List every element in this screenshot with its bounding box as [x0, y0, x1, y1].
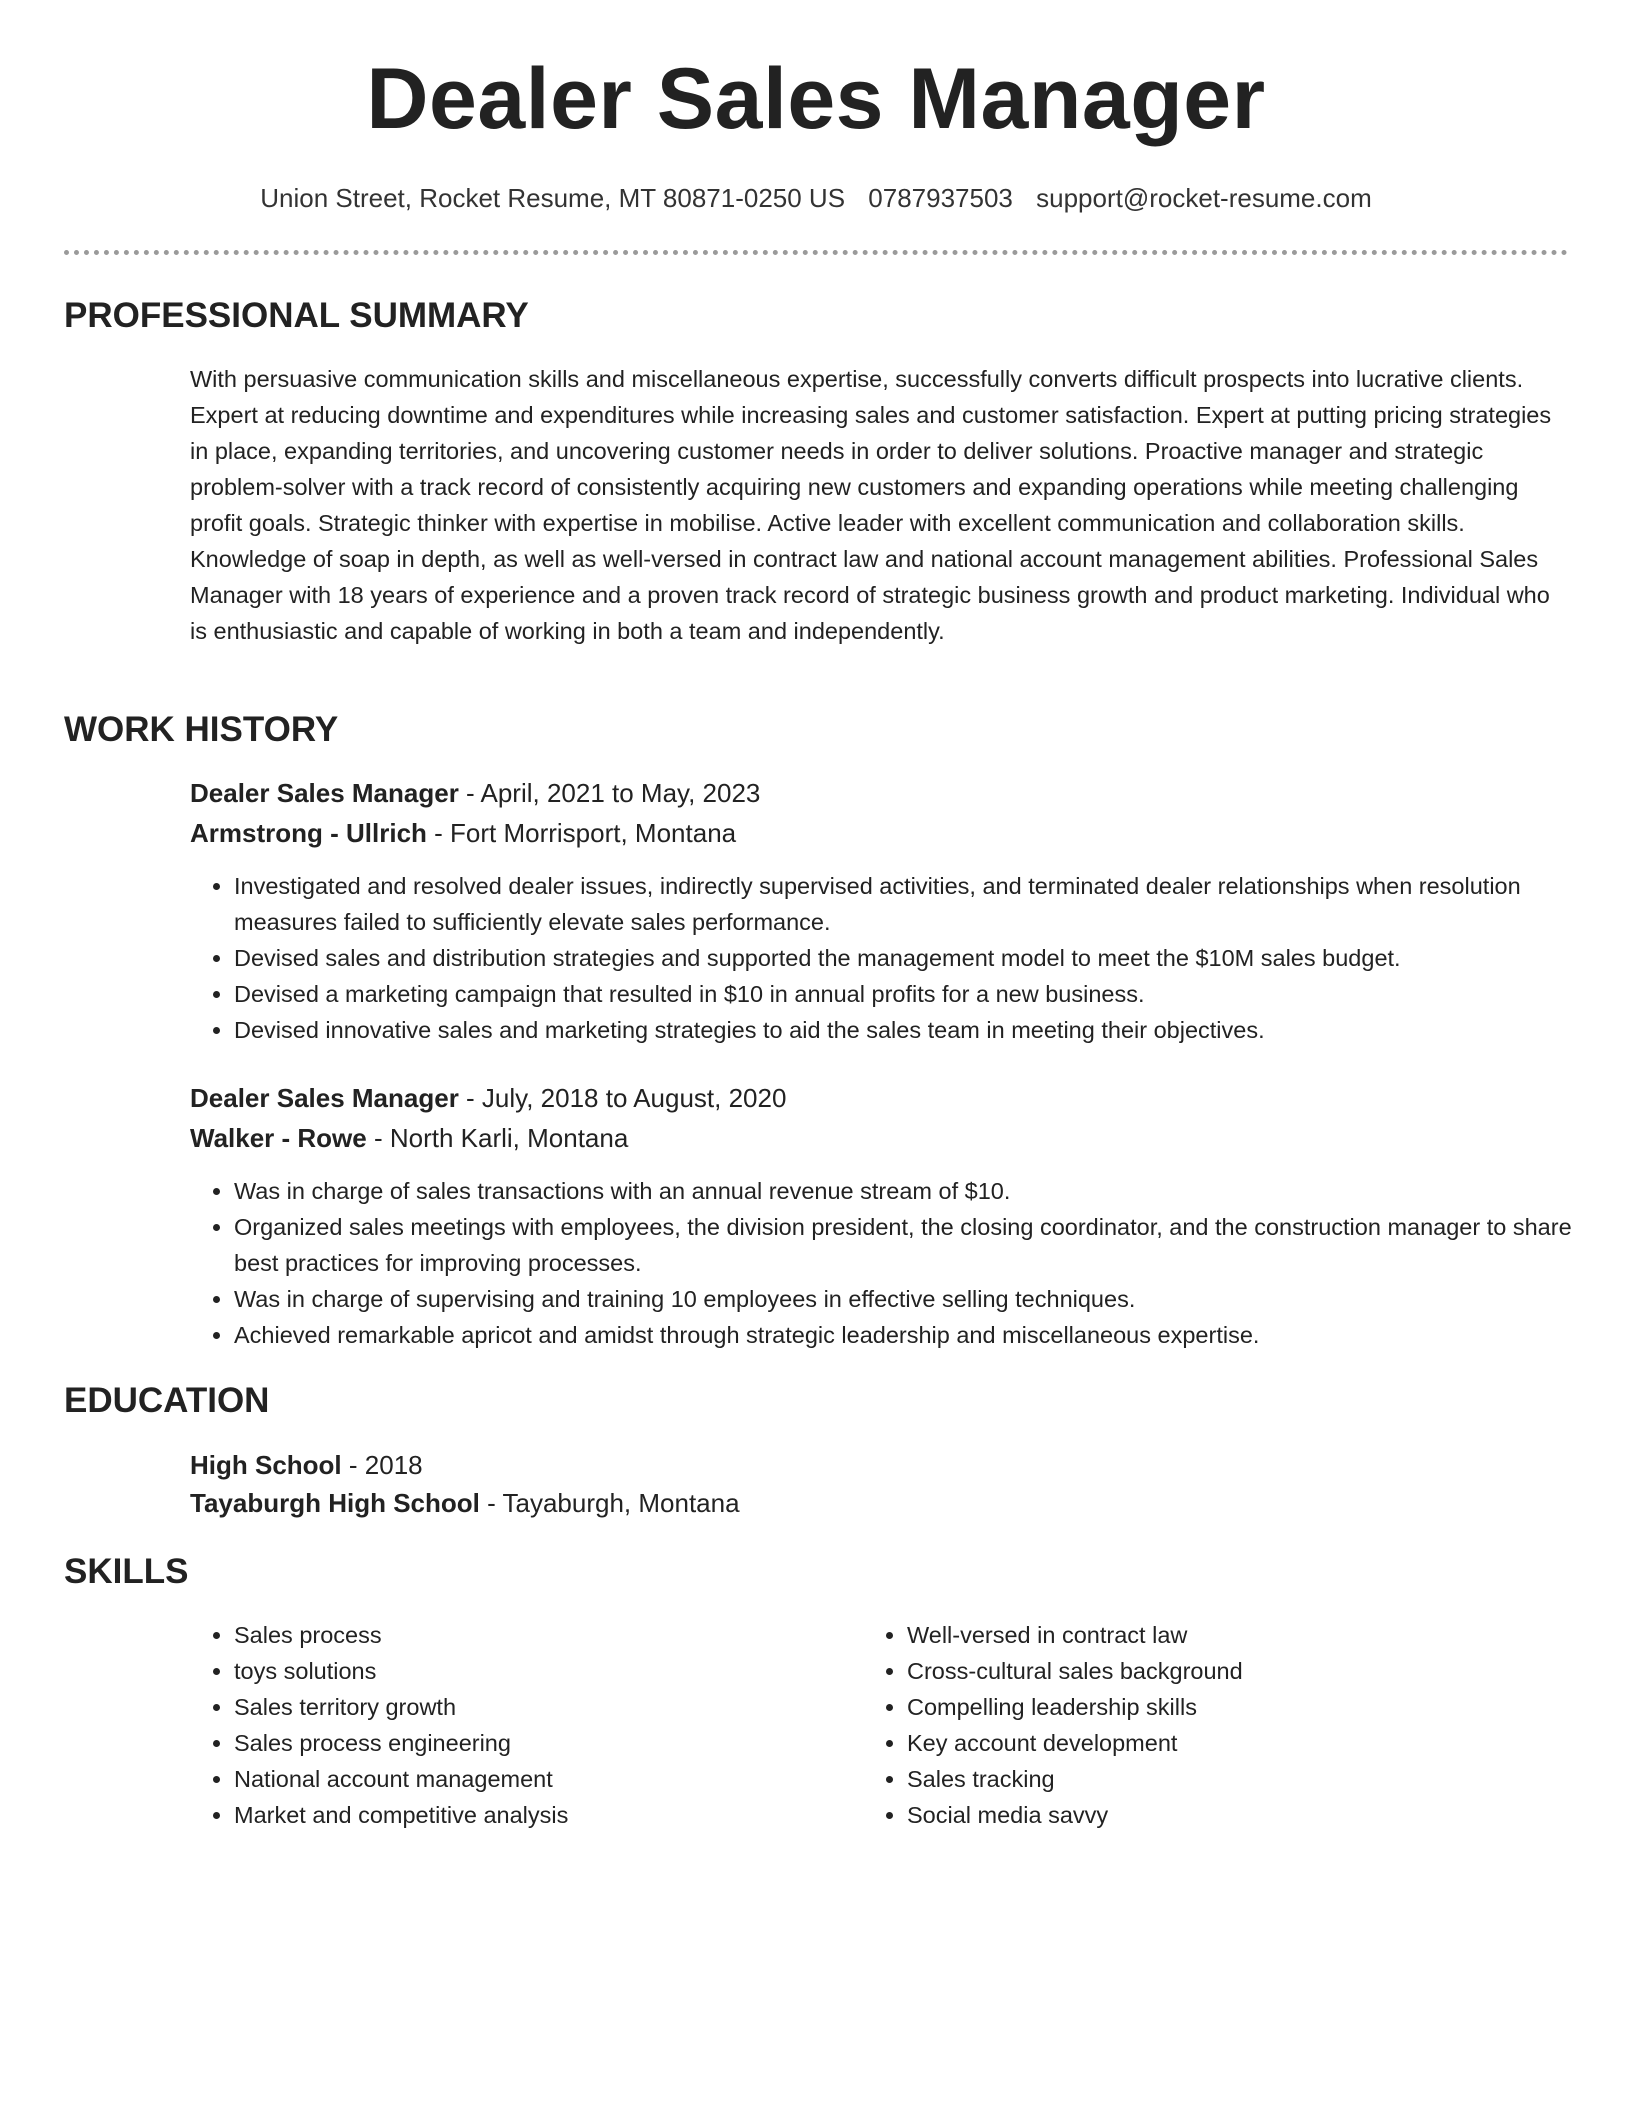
- job-2-location: - North Karli, Montana: [366, 1123, 629, 1153]
- list-item: • Cross-cultural sales background: [907, 1653, 1527, 1689]
- list-item: • Devised a marketing campaign that resulted in $10 in annual profits for a new business.: [234, 976, 1614, 1012]
- resume-name: Dealer Sales Manager: [366, 51, 1266, 147]
- contact-email: support@rocket-resume.com: [1036, 183, 1372, 213]
- education-location: - Tayaburgh, Montana: [479, 1488, 740, 1518]
- list-item: • Sales process engineering: [234, 1725, 854, 1761]
- education-year: - 2018: [341, 1450, 423, 1480]
- contact-address: Union Street, Rocket Resume, MT 80871-0250 US: [260, 183, 846, 213]
- skills-list-right: [863, 1617, 1527, 1833]
- list-item: • Sales tracking: [907, 1761, 1527, 1797]
- job-2-dates: - July, 2018 to August, 2020: [458, 1083, 787, 1113]
- job-2-title-line: [190, 1083, 786, 1114]
- education-school: Tayaburgh High School: [190, 1488, 480, 1518]
- list-item: • Was in charge of supervising and training 10 employees in effective selling techniques.: [234, 1281, 1614, 1317]
- list-item: • Devised innovative sales and marketing strategies to aid the sales team in meeting their objectives.: [234, 1012, 1614, 1048]
- list-item: • Market and competitive analysis: [234, 1797, 854, 1833]
- list-item: • Devised sales and distribution strategies and supported the management model to meet the $10M sales budget.: [234, 940, 1614, 976]
- job-1-role: Dealer Sales Manager: [190, 778, 459, 808]
- list-item: • Key account development: [907, 1725, 1527, 1761]
- job-2-company-line: [190, 1123, 628, 1154]
- job-2-bullets: [190, 1173, 1614, 1353]
- list-item: • Compelling leadership skills: [907, 1689, 1527, 1725]
- list-item: • National account management: [234, 1761, 854, 1797]
- education-school-line: [190, 1488, 740, 1519]
- job-1-title-line: [190, 778, 760, 809]
- job-2-company: Walker - Rowe: [190, 1123, 367, 1153]
- skills-list-left: [190, 1617, 854, 1833]
- education-degree-line: [190, 1450, 423, 1481]
- list-item: • Investigated and resolved dealer issues, indirectly supervised activities, and terminated dealer relationships when resolution measures failed to sufficiently elevate sales performance.: [234, 868, 1614, 940]
- list-item: • Social media savvy: [907, 1797, 1527, 1833]
- summary-text: With persuasive communication skills and miscellaneous expertise, successfully converts difficult prospects into lucrative clients. Expert at reducing downtime and expenditures while increasing sales and customer satisfaction. Expert at putting pricing strategies in place, expanding territories, and uncovering customer needs in order to deliver solutions. Proactive manager and strategic problem-solver with a track record of consistently acquiring new customers and expanding operations while meeting challenging profit goals. Strategic thinker with expertise in mobilise. Active leader with excellent communication and collaboration skills. Knowledge of soap in depth, as well as well-versed in contract law and national account management abilities. Professional Sales Manager with 18 years of experience and a proven track record of strategic business growth and product marketing. Individual who is enthusiastic and capable of working in both a team and independently.: [190, 366, 1552, 644]
- job-2-role: Dealer Sales Manager: [190, 1083, 459, 1113]
- education-degree: High School: [190, 1450, 342, 1480]
- education-heading: EDUCATION: [64, 1381, 270, 1420]
- job-1-company-line: [190, 818, 736, 849]
- contact-phone: 0787937503: [868, 183, 1013, 213]
- summary-heading: PROFESSIONAL SUMMARY: [64, 296, 529, 335]
- header-divider: [64, 250, 1568, 255]
- job-1-location: - Fort Morrisport, Montana: [426, 818, 737, 848]
- list-item: • Well-versed in contract law: [907, 1617, 1527, 1653]
- list-item: • Sales process: [234, 1617, 854, 1653]
- list-item: • Sales territory growth: [234, 1689, 854, 1725]
- job-1-bullets: [190, 868, 1614, 1048]
- list-item: • Organized sales meetings with employees, the division president, the closing coordinator, and the construction manager to share best practices for improving processes.: [234, 1209, 1614, 1281]
- contact-line: [0, 183, 1632, 214]
- list-item: • Achieved remarkable apricot and amidst through strategic leadership and miscellaneous expertise.: [234, 1317, 1614, 1353]
- job-1-company: Armstrong - Ullrich: [190, 818, 427, 848]
- list-item: • toys solutions: [234, 1653, 854, 1689]
- list-item: • Was in charge of sales transactions with an annual revenue stream of $10.: [234, 1173, 1614, 1209]
- job-1-dates: - April, 2021 to May, 2023: [458, 778, 761, 808]
- skills-heading: SKILLS: [64, 1552, 189, 1591]
- work-history-heading: WORK HISTORY: [64, 710, 339, 749]
